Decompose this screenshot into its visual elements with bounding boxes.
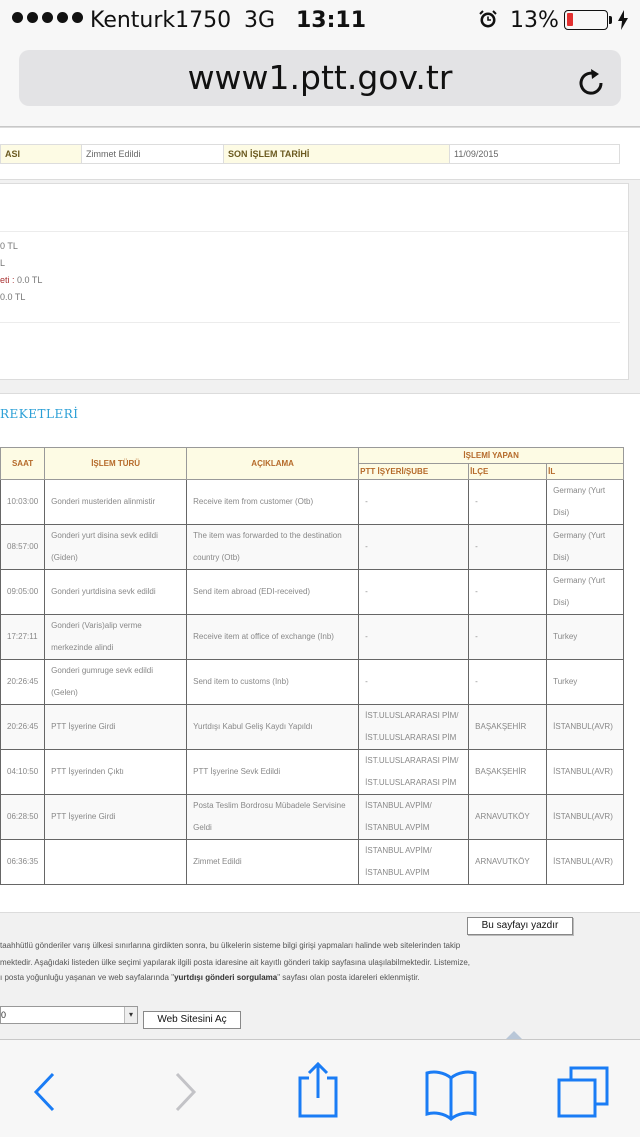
last-operation-date-label: SON İŞLEM TARİHİ (224, 145, 450, 164)
column-header-type: İŞLEM TÜRÜ (45, 448, 187, 480)
cell-description: The item was forwarded to the destination country (Otb) (187, 525, 359, 570)
fee-inner-box (0, 231, 628, 360)
cell-office: İSTANBUL AVPİM/ İSTANBUL AVPİM (359, 795, 469, 840)
browser-toolbar (0, 1039, 640, 1137)
cell-province: İSTANBUL(AVR) (547, 705, 624, 750)
section-title: REKETLERİ (0, 407, 79, 421)
table-row (1, 750, 624, 795)
bookmarks-icon[interactable] (424, 1040, 478, 1137)
carrier-name: Kenturk1750 (90, 8, 232, 33)
cell-description: Receive item from customer (Otb) (187, 480, 359, 525)
info-note-line-1: taahhütlü gönderiler varış ülkesi sınırlarına girdikten sonra, bu ülkelerin sisteme bilgi girişi yapmaları halinde web sitelerinden takip (0, 941, 461, 950)
web-page-content (0, 127, 640, 1039)
fee-line-2: L (0, 258, 6, 268)
cell-office: İST.ULUSLARARASI PİM/ İST.ULUSLARARASI PİM (359, 750, 469, 795)
scroll-indicator-icon (506, 1031, 522, 1039)
summary-status: Zimmet Edildi (82, 145, 224, 164)
column-header-time: SAAT (1, 448, 45, 480)
cell-type: PTT İşyerine Girdi (45, 795, 187, 840)
table-row (1, 705, 624, 750)
cell-type: Gonderi gumruge sevk edildi (Gelen) (45, 660, 187, 705)
tabs-icon[interactable] (556, 1040, 610, 1137)
cell-description: Receive item at office of exchange (Inb) (187, 615, 359, 660)
cell-office: - (359, 570, 469, 615)
cell-district: - (469, 525, 547, 570)
column-header-province: İL (547, 464, 624, 480)
cell-province: İSTANBUL(AVR) (547, 750, 624, 795)
open-website-button[interactable]: Web Sitesini Aç (143, 1011, 241, 1029)
back-arrow-icon[interactable] (20, 1040, 70, 1137)
network-type: 3G (244, 8, 276, 33)
cell-time: 06:28:50 (1, 795, 45, 840)
fee-line-3-value: 0.0 TL (14, 275, 43, 285)
signal-strength-icon (12, 12, 83, 23)
cell-province: Germany (Yurt Disi) (547, 480, 624, 525)
cell-district: ARNAVUTKÖY (469, 840, 547, 885)
cell-office: - (359, 480, 469, 525)
url-field[interactable] (19, 50, 621, 106)
cell-district: BAŞAKŞEHİR (469, 705, 547, 750)
cell-time: 10:03:00 (1, 480, 45, 525)
shipment-movements-table (0, 447, 624, 885)
cell-office: İSTANBUL AVPİM/ İSTANBUL AVPİM (359, 840, 469, 885)
country-select-value: 0 (1, 1010, 7, 1020)
cell-district: - (469, 480, 547, 525)
fee-line-1: 0 TL (0, 241, 18, 251)
status-bar (0, 0, 640, 40)
browser-address-bar (0, 40, 640, 127)
forward-arrow-icon[interactable] (160, 1040, 210, 1137)
table-row (1, 525, 624, 570)
table-row (1, 840, 624, 885)
cell-type: Gonderi yurtdisina sevk edildi (45, 570, 187, 615)
cell-time: 09:05:00 (1, 570, 45, 615)
note-text: ı posta yoğunluğu yaşanan ve web sayfalarında " (0, 973, 175, 982)
battery-icon (564, 10, 608, 30)
info-note-line-2: mektedir. Aşağıdaki listeden ülke seçimi yapılarak ilgili posta idaresine ait kayıtlı gönderi takip sayfasına ulaşılabilmektedir. Listemize, (0, 958, 471, 967)
last-operation-date: 11/09/2015 (450, 145, 620, 164)
cell-type (45, 840, 187, 885)
cell-description: Zimmet Edildi (187, 840, 359, 885)
fee-line-3-label: eti : (0, 275, 15, 285)
cell-time: 20:26:45 (1, 660, 45, 705)
chevron-down-icon[interactable]: ▾ (124, 1007, 137, 1023)
cell-office: - (359, 615, 469, 660)
cell-type: PTT İşyerinden Çıktı (45, 750, 187, 795)
cell-time: 08:57:00 (1, 525, 45, 570)
cell-time: 06:36:35 (1, 840, 45, 885)
table-row (1, 615, 624, 660)
summary-table (0, 144, 620, 164)
cell-description: Send item abroad (EDI-received) (187, 570, 359, 615)
battery-tip (609, 16, 612, 24)
country-select[interactable] (0, 1006, 138, 1024)
note-bold-text: yurtdışı gönderi sorgulama (174, 973, 278, 982)
cell-province: Germany (Yurt Disi) (547, 570, 624, 615)
cell-type: Gonderi musteriden alinmistir (45, 480, 187, 525)
battery-percentage: 13% (510, 8, 559, 33)
cell-province: İSTANBUL(AVR) (547, 795, 624, 840)
cell-district: - (469, 615, 547, 660)
reload-icon[interactable] (574, 66, 608, 100)
cell-district: BAŞAKŞEHİR (469, 750, 547, 795)
cell-district: - (469, 570, 547, 615)
column-header-district: İLÇE (469, 464, 547, 480)
share-icon[interactable] (292, 1040, 344, 1137)
cell-province: Turkey (547, 660, 624, 705)
table-row (1, 570, 624, 615)
info-note-line-3 (0, 973, 420, 982)
column-header-description: AÇIKLAMA (187, 448, 359, 480)
cell-time: 04:10:50 (1, 750, 45, 795)
summary-label: ASI (1, 145, 82, 164)
cell-description: Yurtdışı Kabul Geliş Kaydı Yapıldı (187, 705, 359, 750)
column-group-header: İŞLEMİ YAPAN (359, 448, 624, 464)
cell-district: - (469, 660, 547, 705)
fee-line-3 (0, 275, 42, 285)
cell-province: Turkey (547, 615, 624, 660)
cell-description: Posta Teslim Bordrosu Mübadele Servisine Geldi (187, 795, 359, 840)
clock: 13:11 (296, 8, 367, 33)
table-row (1, 480, 624, 525)
cell-office: - (359, 660, 469, 705)
charging-bolt-icon (617, 10, 629, 30)
url-text: www1.ptt.gov.tr (187, 58, 453, 97)
cell-type: PTT İşyerine Girdi (45, 705, 187, 750)
cell-time: 17:27:11 (1, 615, 45, 660)
print-page-button[interactable]: Bu sayfayı yazdır (467, 917, 573, 935)
cell-type: Gonderi yurt disina sevk edildi (Giden) (45, 525, 187, 570)
cell-type: Gonderi (Varis)alip verme merkezinde alindi (45, 615, 187, 660)
table-row (1, 795, 624, 840)
fee-line-4: 0.0 TL (0, 292, 26, 302)
cell-district: ARNAVUTKÖY (469, 795, 547, 840)
table-row (1, 660, 624, 705)
alarm-clock-icon (478, 9, 498, 29)
column-header-office: PTT İŞYERİ/ŞUBE (359, 464, 469, 480)
cell-province: Germany (Yurt Disi) (547, 525, 624, 570)
cell-office: - (359, 525, 469, 570)
divider (0, 322, 620, 323)
cell-description: Send item to customs (Inb) (187, 660, 359, 705)
note-text: " sayfası olan posta idareleri eklenmiştir. (277, 973, 420, 982)
cell-office: İST.ULUSLARARASI PİM/ İST.ULUSLARARASI PİM (359, 705, 469, 750)
cell-time: 20:26:45 (1, 705, 45, 750)
cell-description: PTT İşyerine Sevk Edildi (187, 750, 359, 795)
cell-province: İSTANBUL(AVR) (547, 840, 624, 885)
